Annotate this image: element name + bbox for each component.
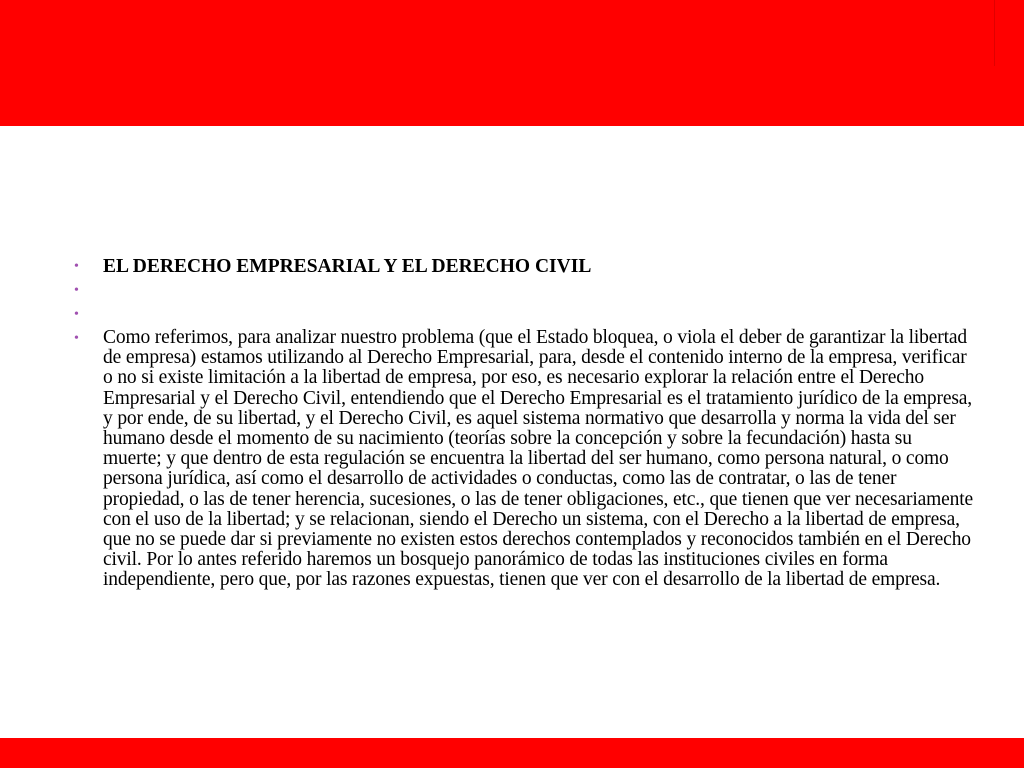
bullet-dot-icon: • bbox=[74, 283, 79, 298]
top-red-band bbox=[0, 0, 1024, 126]
body-paragraph: Como referimos, para analizar nuestro problema (que el Estado bloquea, o viola el deber de garantizar la libertad de empresa) estamos utilizando al Derecho Empresarial, para, desde el contenido interno de la empresa, verificar o no si existe limitación a la libertad de empresa, por eso, es necesario explorar la relación entre el Derecho Empresarial y el Derecho Civil, entendiendo que el Derecho Empresarial es el tratamiento jurídico de la empresa, y por ende, de su libertad, y el Derecho Civil, es aquel sistema normativo que desarrolla y norma la vida del ser humano desde el momento de su nacimiento (teorías sobre la concepción y sobre la fecundación) hasta su muerte; y que dentro de esta regulación se encuentra la libertad del ser humano, como persona natural, o como persona jurídica, así como el desarrollo de actividades o conductas, como las de contratar, o las de tener propiedad, o las de tener herencia, sucesiones, o las de tener obligaciones, etc., que tienen que ver necesariamente con el uso de la libertad; y se relacionan, siendo el Derecho un sistema, con el Derecho a la libertad de empresa, que no se puede dar si previamente no existen estos derechos contemplados y reconocidos también en el Derecho civil. Por lo antes referido haremos un bosquejo panorámico de todas las instituciones civiles en forma independiente, pero que, por las razones expuestas, tienen que ver con el desarrollo de la libertad de empresa. bbox=[103, 327, 974, 591]
bullet-item-empty-1 bbox=[74, 280, 974, 301]
bullet-dot-icon: • bbox=[74, 259, 79, 274]
bullet-list bbox=[74, 252, 974, 594]
bullet-dot-icon: • bbox=[74, 307, 79, 322]
bullet-item-heading bbox=[74, 256, 974, 277]
bullet-item-body bbox=[74, 328, 974, 591]
bottom-red-band bbox=[0, 738, 1024, 768]
bullet-item-empty-2 bbox=[74, 304, 974, 325]
top-band-divider bbox=[994, 0, 995, 66]
section-heading: EL DERECHO EMPRESARIAL Y EL DERECHO CIVIL bbox=[103, 256, 592, 277]
bullet-dot-icon: • bbox=[74, 331, 79, 346]
